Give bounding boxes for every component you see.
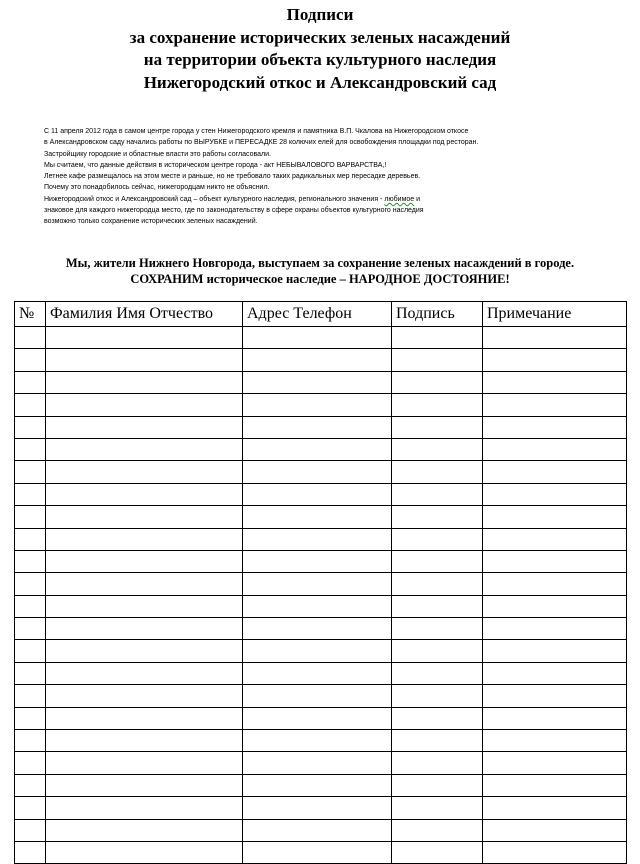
cell-address [243,774,392,796]
cell-fullname [46,841,243,863]
table-row [15,371,627,393]
cell-signature [392,550,483,572]
appeal-line-2: СОХРАНИМ историческое наследие – НАРОДНОЕ ДОСТОЯНИЕ! [130,271,510,286]
cell-number [15,730,46,752]
cell-signature [392,461,483,483]
cell-note [483,394,627,416]
table-header-row [15,302,627,327]
appeal-line-1: Мы, жители Нижнего Новгорода, выступаем за сохранение зеленых насаждений в городе. [65,256,575,270]
cell-number [15,416,46,438]
cell-address [243,797,392,819]
cell-address [243,573,392,595]
cell-address [243,685,392,707]
cell-address [243,595,392,617]
cell-address [243,371,392,393]
intro-line-2: в Александровском саду начались работы по ВЫРУБКЕ и ПЕРЕСАДКЕ 28 колючих елей для освобождения площадки под ресторан. [44,139,479,147]
table-row [15,685,627,707]
col-signature-header: Подпись [392,302,483,327]
table-row [15,595,627,617]
table-row [15,550,627,572]
cell-note [483,595,627,617]
intro-line-8: знаковое для каждого нижегородца место, где по законодательству в сфере охраны объектов культурного наследия [44,207,424,215]
cell-fullname [46,416,243,438]
cell-fullname [46,730,243,752]
cell-fullname [46,438,243,460]
cell-signature [392,506,483,528]
cell-fullname [46,371,243,393]
cell-note [483,618,627,640]
table-row [15,752,627,774]
cell-number [15,371,46,393]
intro-line-7-start: Нижегородский откос и Александровский сад – объект культурного наследия, регионального значения - [44,195,385,203]
cell-note [483,707,627,729]
cell-note [483,349,627,371]
intro-line-4: Мы считаем, что данные действия в историческом центре города - акт НЕБЫВАЛОВОГО ВАРВАРСТВА,! [44,161,387,169]
cell-number [15,662,46,684]
intro-line-1: С 11 апреля 2012 года в самом центре города у стен Нижегородского кремля и памятника В.П. Чкалова на Нижегородском откосе [44,128,469,135]
table-row [15,438,627,460]
cell-address [243,327,392,349]
cell-fullname [46,349,243,371]
cell-number [15,483,46,505]
cell-address [243,416,392,438]
cell-number [15,550,46,572]
signature-table [14,301,627,864]
cell-number [15,618,46,640]
cell-note [483,819,627,841]
table-row [15,394,627,416]
cell-signature [392,483,483,505]
col-number-header: № [15,302,46,327]
cell-note [483,573,627,595]
cell-fullname [46,483,243,505]
cell-note [483,797,627,819]
table-row [15,461,627,483]
cell-signature [392,707,483,729]
cell-signature [392,528,483,550]
title-line-2: за сохранение исторических зеленых насаждений [129,27,511,47]
cell-note [483,640,627,662]
cell-number [15,774,46,796]
cell-number [15,573,46,595]
cell-number [15,438,46,460]
cell-fullname [46,774,243,796]
table-row [15,640,627,662]
appeal-text [0,256,640,287]
cell-fullname [46,327,243,349]
cell-note [483,416,627,438]
table-row [15,573,627,595]
cell-address [243,550,392,572]
cell-signature [392,797,483,819]
cell-note [483,528,627,550]
cell-fullname [46,752,243,774]
table-row [15,707,627,729]
cell-signature [392,730,483,752]
cell-address [243,819,392,841]
cell-number [15,349,46,371]
cell-note [483,841,627,863]
table-row [15,730,627,752]
cell-signature [392,573,483,595]
cell-signature [392,618,483,640]
cell-fullname [46,394,243,416]
spellcheck-word: любимое [384,195,415,203]
cell-signature [392,662,483,684]
cell-number [15,528,46,550]
cell-signature [392,371,483,393]
cell-fullname [46,595,243,617]
cell-address [243,483,392,505]
cell-fullname [46,550,243,572]
intro-line-6: Почему это понадобилось сейчас, нижегородцам никто не объяснил. [44,184,270,192]
cell-fullname [46,461,243,483]
cell-address [243,349,392,371]
table-row [15,483,627,505]
table-row [15,618,627,640]
intro-line-7 [44,194,604,205]
table-row [15,506,627,528]
col-note-header: Примечание [483,302,627,327]
cell-fullname [46,819,243,841]
cell-note [483,662,627,684]
title-line-4: Нижегородский откос и Александровский сад [143,72,497,92]
cell-fullname [46,707,243,729]
cell-fullname [46,797,243,819]
cell-address [243,841,392,863]
cell-note [483,371,627,393]
cell-note [483,730,627,752]
table-row [15,774,627,796]
table-row [15,819,627,841]
table-row [15,797,627,819]
cell-number [15,640,46,662]
cell-signature [392,640,483,662]
cell-number [15,327,46,349]
cell-signature [392,349,483,371]
cell-note [483,752,627,774]
title-line-1: Подписи [286,5,354,24]
cell-signature [392,595,483,617]
cell-fullname [46,685,243,707]
cell-number [15,797,46,819]
cell-number [15,394,46,416]
cell-number [15,841,46,863]
cell-number [15,685,46,707]
cell-number [15,819,46,841]
cell-signature [392,774,483,796]
table-row [15,841,627,863]
cell-address [243,438,392,460]
cell-signature [392,819,483,841]
cell-address [243,707,392,729]
cell-address [243,640,392,662]
col-fullname-header: Фамилия Имя Отчество [46,302,243,327]
cell-note [483,461,627,483]
cell-fullname [46,528,243,550]
intro-line-7-end: и [414,195,421,203]
cell-address [243,506,392,528]
cell-signature [392,394,483,416]
cell-address [243,461,392,483]
cell-number [15,506,46,528]
cell-signature [392,327,483,349]
table-row [15,327,627,349]
table-row [15,662,627,684]
intro-line-5: Летнее кафе размещалось на этом месте и раньше, но не требовало таких радикальных мер пересадке деревьев. [44,173,421,181]
col-address-header: Адрес Телефон [243,302,392,327]
cell-note [483,506,627,528]
cell-note [483,438,627,460]
cell-address [243,662,392,684]
table-row [15,528,627,550]
cell-number [15,461,46,483]
cell-note [483,483,627,505]
cell-address [243,752,392,774]
cell-signature [392,416,483,438]
intro-line-3: Застройщику городские и областные власти это работы согласовали. [44,150,271,158]
title-line-3: на территории объекта культурного наследия [143,50,497,69]
cell-address [243,730,392,752]
cell-fullname [46,618,243,640]
cell-fullname [46,640,243,662]
cell-note [483,550,627,572]
table-row [15,349,627,371]
table-row [15,416,627,438]
cell-signature [392,752,483,774]
cell-number [15,595,46,617]
cell-number [15,707,46,729]
cell-fullname [46,573,243,595]
cell-address [243,394,392,416]
cell-fullname [46,506,243,528]
intro-line-9: возможно только сохранение исторических зеленых насаждений. [44,218,258,226]
cell-fullname [46,662,243,684]
cell-note [483,774,627,796]
cell-note [483,685,627,707]
cell-address [243,618,392,640]
cell-signature [392,841,483,863]
intro-paragraph [44,126,604,228]
cell-number [15,752,46,774]
cell-signature [392,438,483,460]
cell-address [243,528,392,550]
cell-note [483,327,627,349]
page-title [0,4,640,94]
cell-signature [392,685,483,707]
